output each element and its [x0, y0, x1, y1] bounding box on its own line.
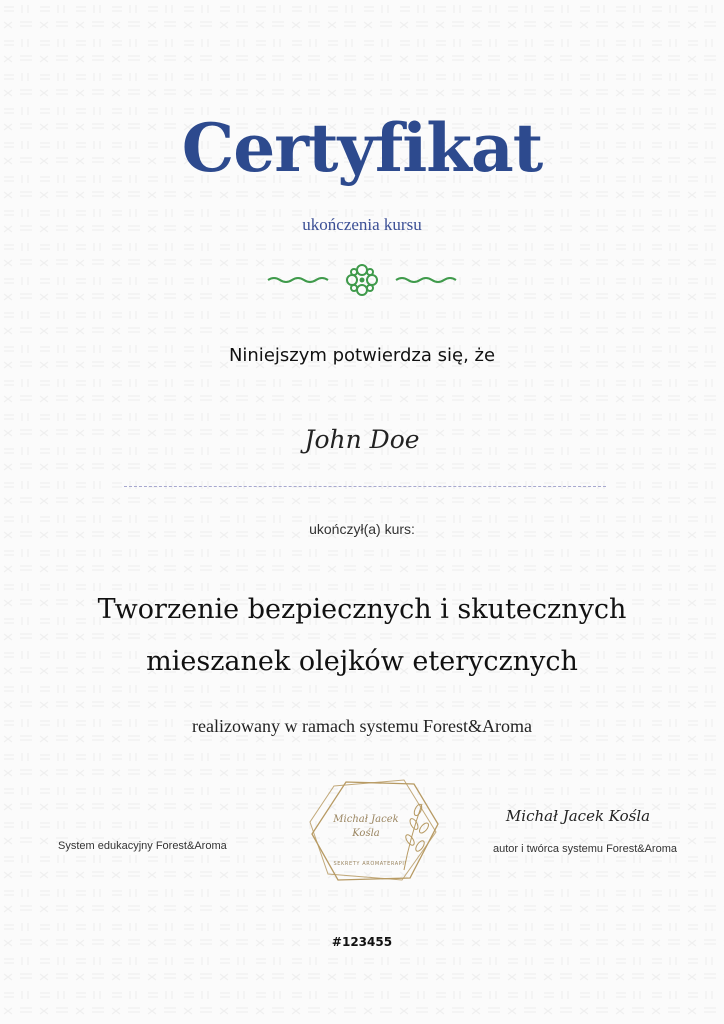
course-title-line1: Tworzenie bezpiecznych i skutecznych [97, 594, 627, 625]
certificate-subtitle: ukończenia kursu [302, 215, 422, 234]
green-celtic-knot-icon [262, 258, 462, 302]
program-text: realizowany w ramach systemu Forest&Aroma [192, 716, 532, 736]
system-label: System edukacyjny Forest&Aroma [58, 840, 227, 852]
leaf-branch-icon [404, 803, 430, 870]
seal-caption: SEKRETY AROMATERAPII [333, 861, 407, 867]
name-dashed-line [124, 486, 606, 487]
certificate-id: #123455 [331, 935, 393, 949]
seal-name-line1: Michał Jacek [333, 814, 399, 825]
confirmation-text: Niniejszym potwierdza się, że [228, 345, 496, 366]
course-title [0, 584, 724, 688]
author-signature: Michał Jacek Kośla [505, 807, 651, 825]
completed-label: ukończył(a) kurs: [309, 521, 415, 537]
course-title-line2: mieszanek olejków eterycznych [146, 646, 578, 677]
certificate-title: Certyfikat [181, 109, 543, 187]
seal-name-line2: Kośla [352, 828, 380, 839]
recipient-name: John Doe [304, 425, 420, 454]
author-role: autor i twórca systemu Forest&Aroma [492, 843, 677, 855]
author-seal [306, 778, 442, 884]
